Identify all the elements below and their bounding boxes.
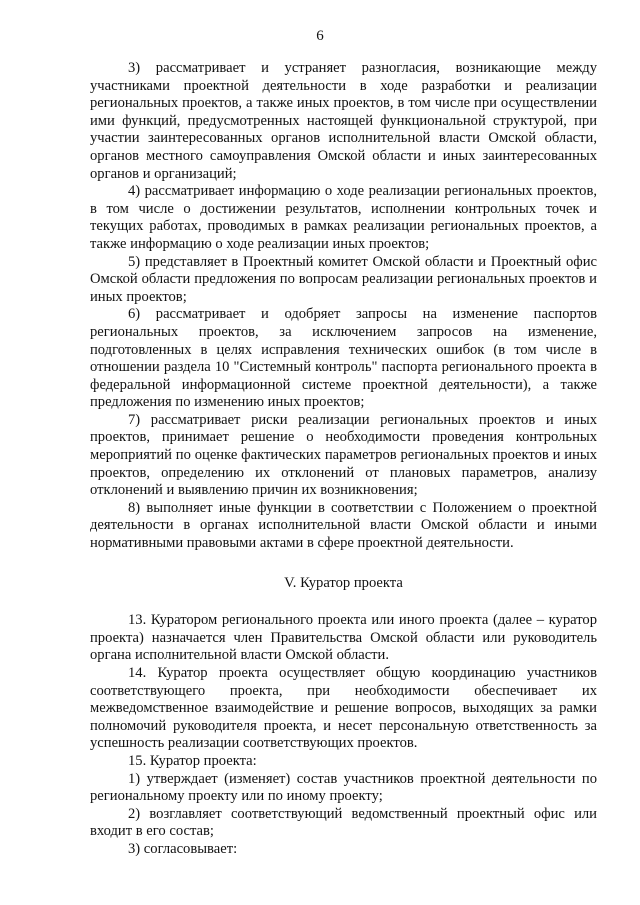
section-heading: V. Куратор проекта <box>284 574 403 591</box>
paragraph-item-4: 4) рассматривает информацию о ходе реализации региональных проектов, в том числе о достижении результатов, исполнении контрольных точек и текущих работах, проводимых в рамках реализации региональных проектов, а также информацию о ходе реализации иных проектов; <box>90 183 597 252</box>
paragraph-item-6: 6) рассматривает и одобряет запросы на изменение паспортов региональных проектов, за исключением запросов на изменение, подготовленных в целях исправления технических ошибок (в том числе в отношении раздела 10 "Системный контроль" паспорта регионального проекта в федеральной информационной системе проектной деятельности), а также предложения по изменению иных проектов; <box>90 306 597 411</box>
paragraph-item-8: 8) выполняет иные функции в соответствии с Положением о проектной деятельности в органах исполнительной власти Омской области и иными нормативными правовыми актами в сфере проектной деятельности. <box>90 499 597 552</box>
paragraph-clause-13: 13. Куратором регионального проекта или иного проекта (далее – куратор проекта) назначается член Правительства Омской области или руководитель органа исполнительной власти Омской области. <box>90 612 597 664</box>
paragraph-clause-15-item-2: 2) возглавляет соответствующий ведомственный проектный офис или входит в его состав; <box>90 805 597 840</box>
paragraph-item-5: 5) представляет в Проектный комитет Омской области и Проектный офис Омской области предложения по вопросам реализации региональных проектов и иных проектов; <box>90 253 597 305</box>
document-body <box>90 60 597 859</box>
paragraph-clause-14: 14. Куратор проекта осуществляет общую координацию участников соответствующего проекта, при необходимости обеспечивает их межведомственное взаимодействие и решение вопросов, выходящих за рамки полномочий руководителя проекта, и несет персональную ответственность за успешность реализации соответствующих проектов. <box>90 665 597 752</box>
paragraph-clause-15-item-1: 1) утверждает (изменяет) состав участников проектной деятельности по региональному проекту или по иному проекту; <box>90 770 597 805</box>
paragraph-clause-15-item-3: 3) согласовывает: <box>128 840 238 857</box>
paragraph-clause-15: 15. Куратор проекта: <box>128 752 257 769</box>
page-number: 6 <box>316 28 324 44</box>
paragraph-item-7: 7) рассматривает риски реализации региональных проектов и иных проектов, принимает решение о необходимости проведения контрольных мероприятий по оценке фактических параметров региональных проектов и иных проектов, определению их отклонений от плановых параметров, анализу отклонений и выявлению причин их возникновения; <box>90 411 597 499</box>
paragraph-item-3: 3) рассматривает и устраняет разногласия, возникающие между участниками проектной деятельности в ходе разработки и реализации региональных проектов, а также иных проектов, в том числе при осуществлении ими функций, предусмотренных настоящей функциональной структурой, при участии заинтересованных органов исполнительной власти Омской области, органов местного самоуправления Омской области и иных заинтересованных органов и организаций; <box>90 60 597 182</box>
